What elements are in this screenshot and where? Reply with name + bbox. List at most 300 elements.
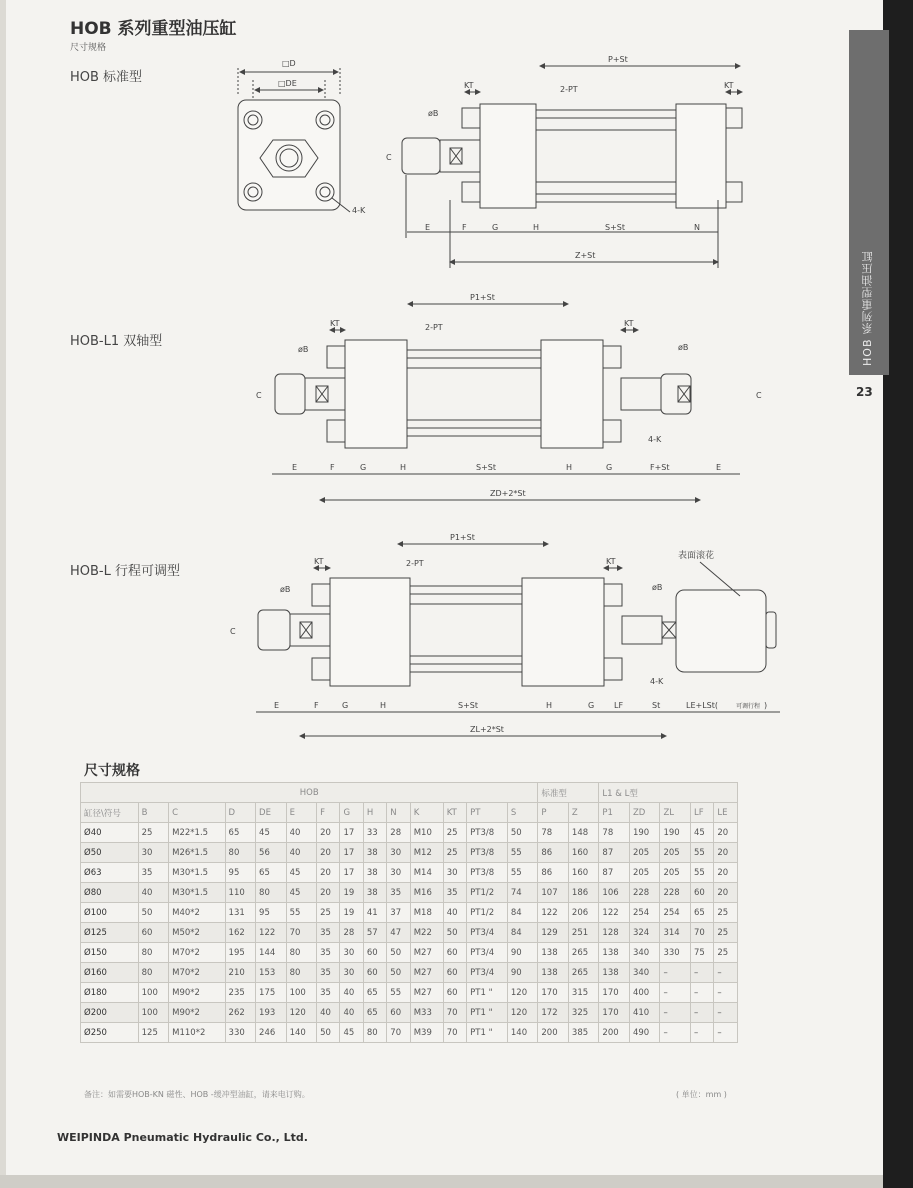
table-cell: 30 [340, 943, 363, 963]
table-cell: 195 [225, 943, 256, 963]
table-cell: 131 [225, 903, 256, 923]
dim-label: G [342, 701, 349, 710]
std-side-view [402, 66, 742, 268]
table-cell: – [714, 1003, 738, 1023]
table-cell: 140 [286, 1023, 317, 1043]
dim-label: C [386, 153, 392, 162]
table-cell: 138 [599, 943, 630, 963]
table-cell: M50*2 [169, 923, 225, 943]
table-group-row [81, 783, 738, 803]
dim-label: S+St [605, 223, 625, 232]
dim-label: øB [428, 109, 439, 118]
table-cell: 65 [363, 983, 386, 1003]
dim-label: H [533, 223, 540, 232]
table-cell: 35 [387, 883, 410, 903]
group-hob: HOB [81, 783, 538, 803]
dim-label: H [400, 463, 407, 472]
table-cell: 40 [286, 823, 317, 843]
dim-label: 4-K [648, 435, 662, 444]
table-cell: M70*2 [169, 963, 225, 983]
table-cell: 60 [363, 963, 386, 983]
table-cell: 38 [363, 863, 386, 883]
dim-label: KT [314, 557, 324, 566]
dim-label: LE+LSt( [686, 701, 719, 710]
table-cell: Ø40 [81, 823, 139, 843]
page-title: HOB 系列重型油压缸 [70, 19, 237, 39]
table-cell: Ø80 [81, 883, 139, 903]
table-cell: M22 [410, 923, 443, 943]
table-cell: 30 [387, 863, 410, 883]
table-cell: 25 [714, 923, 738, 943]
column-header: KT [443, 803, 466, 823]
table-cell: 47 [387, 923, 410, 943]
table-cell: 95 [225, 863, 256, 883]
table-cell: 33 [363, 823, 386, 843]
table-row [81, 983, 738, 1003]
table-cell: – [690, 983, 713, 1003]
table-cell: 50 [507, 823, 538, 843]
table-cell: 400 [629, 983, 660, 1003]
table-cell: 74 [507, 883, 538, 903]
table-cell: 60 [443, 983, 466, 1003]
table-cell: 60 [138, 923, 169, 943]
table-cell: 160 [568, 843, 599, 863]
table-cell: 86 [538, 863, 569, 883]
table-cell: 324 [629, 923, 660, 943]
dim-label: G [492, 223, 499, 232]
table-cell: 315 [568, 983, 599, 1003]
table-row [81, 1023, 738, 1043]
table-cell: 25 [714, 943, 738, 963]
table-cell: PT3/8 [467, 843, 508, 863]
dim-label: F+St [650, 463, 670, 472]
table-cell: 340 [629, 943, 660, 963]
column-header: F [317, 803, 340, 823]
table-cell: 138 [538, 943, 569, 963]
table-cell: – [660, 1003, 691, 1023]
column-header: N [387, 803, 410, 823]
column-header: Z [568, 803, 599, 823]
table-cell: 100 [138, 1003, 169, 1023]
table-cell: 120 [507, 1003, 538, 1023]
table-row [81, 863, 738, 883]
dim-label: ZL+2*St [470, 725, 504, 734]
table-cell: 40 [340, 983, 363, 1003]
table-cell: – [714, 1023, 738, 1043]
table-cell: 148 [568, 823, 599, 843]
table-row [81, 1003, 738, 1023]
dim-label: 2-PT [406, 559, 424, 568]
table-header-row [81, 803, 738, 823]
table-cell: M30*1.5 [169, 883, 225, 903]
table-cell: 235 [225, 983, 256, 1003]
table-cell: 78 [599, 823, 630, 843]
table-cell: – [714, 983, 738, 1003]
dim-label: KT [606, 557, 616, 566]
table-cell: 186 [568, 883, 599, 903]
column-header: K [410, 803, 443, 823]
table-cell: 106 [599, 883, 630, 903]
table-cell: 107 [538, 883, 569, 903]
table-cell: M70*2 [169, 943, 225, 963]
table-cell: 50 [138, 903, 169, 923]
table-cell: 205 [629, 863, 660, 883]
column-header: H [363, 803, 386, 823]
dim-label: ) [764, 701, 768, 710]
table-cell: 60 [443, 943, 466, 963]
column-header: PT [467, 803, 508, 823]
dim-label: øB [280, 585, 291, 594]
table-cell: 87 [599, 843, 630, 863]
table-cell: 65 [690, 903, 713, 923]
table-cell: 65 [225, 823, 256, 843]
l1-view [272, 304, 740, 500]
table-row [81, 823, 738, 843]
table-cell: 193 [256, 1003, 287, 1023]
table-cell: 40 [443, 903, 466, 923]
table-cell: 40 [317, 1003, 340, 1023]
table-unit: ( 单位：mm ) [676, 1090, 727, 1099]
table-cell: 385 [568, 1023, 599, 1043]
table-cell: M18 [410, 903, 443, 923]
table-cell: 90 [507, 963, 538, 983]
table-cell: 80 [225, 843, 256, 863]
table-cell: 122 [538, 903, 569, 923]
table-cell: 170 [538, 983, 569, 1003]
table-cell: 262 [225, 1003, 256, 1023]
table-cell: 17 [340, 863, 363, 883]
column-header: 缸径\符号 [81, 803, 139, 823]
table-row [81, 883, 738, 903]
table-cell: 84 [507, 903, 538, 923]
table-cell: 87 [599, 863, 630, 883]
table-cell: 20 [714, 843, 738, 863]
table-cell: 210 [225, 963, 256, 983]
dim-label: □DE [278, 79, 297, 88]
table-row [81, 903, 738, 923]
table-cell: M27 [410, 943, 443, 963]
table-cell: 330 [225, 1023, 256, 1043]
dim-label: 可调行程 [736, 703, 761, 710]
dim-label: St [652, 701, 661, 710]
table-cell: 50 [443, 923, 466, 943]
dim-label: E [716, 463, 722, 472]
table-cell: 57 [363, 923, 386, 943]
dim-label: N [694, 223, 700, 232]
table-cell: M27 [410, 963, 443, 983]
dim-label: G [360, 463, 367, 472]
table-cell: Ø63 [81, 863, 139, 883]
dim-label: P1+St [470, 293, 495, 302]
column-header: P1 [599, 803, 630, 823]
column-header: B [138, 803, 169, 823]
column-header: P [538, 803, 569, 823]
table-cell: 340 [629, 963, 660, 983]
table-cell: PT1 " [467, 983, 508, 1003]
dim-label: KT [464, 81, 474, 90]
page-subtitle: 尺寸规格 [70, 43, 107, 53]
table-cell: 38 [363, 843, 386, 863]
table-cell: 95 [256, 903, 287, 923]
table-cell: 205 [660, 843, 691, 863]
dim-label: Z+St [575, 251, 596, 260]
table-cell: 37 [387, 903, 410, 923]
label-standard-type: HOB 标准型 [70, 70, 143, 85]
dim-label: KT [330, 319, 340, 328]
column-header: S [507, 803, 538, 823]
table-cell: 55 [507, 843, 538, 863]
table-cell: 40 [286, 843, 317, 863]
table-cell: 20 [714, 823, 738, 843]
table-cell: PT3/8 [467, 863, 508, 883]
label-l1-type: HOB-L1 双轴型 [70, 334, 163, 349]
dim-label: C [756, 391, 762, 400]
table-cell: M27 [410, 983, 443, 1003]
dim-label: S+St [458, 701, 478, 710]
dim-label: øB [652, 583, 663, 592]
dim-label: F [330, 463, 335, 472]
dim-label: H [546, 701, 553, 710]
table-cell: – [690, 963, 713, 983]
table-cell: 35 [138, 863, 169, 883]
table-cell: 170 [599, 983, 630, 1003]
table-cell: 70 [443, 1023, 466, 1043]
column-header: LF [690, 803, 713, 823]
table-cell: 65 [256, 863, 287, 883]
table-cell: 80 [138, 943, 169, 963]
table-cell: 330 [660, 943, 691, 963]
table-cell: 265 [568, 943, 599, 963]
table-cell: M14 [410, 863, 443, 883]
table-row [81, 923, 738, 943]
column-header: D [225, 803, 256, 823]
side-tab-label: HOB 系列重型油压缸 [861, 250, 874, 366]
dim-label: C [230, 627, 236, 636]
dim-label: E [274, 701, 280, 710]
table-cell: 50 [387, 963, 410, 983]
table-cell: 55 [690, 843, 713, 863]
table-cell: 25 [714, 903, 738, 923]
dim-label: 2-PT [560, 85, 578, 94]
table-cell: 110 [225, 883, 256, 903]
table-cell: 78 [538, 823, 569, 843]
table-cell: PT3/8 [467, 823, 508, 843]
dim-label: KT [724, 81, 734, 90]
table-body [81, 823, 738, 1043]
table-row [81, 963, 738, 983]
table-cell: 70 [690, 923, 713, 943]
table-cell: Ø200 [81, 1003, 139, 1023]
table-cell: PT3/4 [467, 923, 508, 943]
dim-label: G [588, 701, 595, 710]
table-cell: M16 [410, 883, 443, 903]
table-cell: 60 [690, 883, 713, 903]
table-cell: Ø125 [81, 923, 139, 943]
table-title: 尺寸规格 [84, 763, 140, 779]
table-cell: 45 [690, 823, 713, 843]
table-cell: 162 [225, 923, 256, 943]
column-header: ZD [629, 803, 660, 823]
table-cell: 55 [690, 863, 713, 883]
table-cell: Ø150 [81, 943, 139, 963]
table-cell: 153 [256, 963, 287, 983]
spec-table [80, 782, 738, 1043]
dim-label: 4-K [650, 677, 664, 686]
table-cell: 205 [629, 843, 660, 863]
table-cell: 20 [317, 823, 340, 843]
table-cell: M30*1.5 [169, 863, 225, 883]
table-cell: 490 [629, 1023, 660, 1043]
table-cell: 75 [690, 943, 713, 963]
table-cell: 200 [538, 1023, 569, 1043]
table-cell: 129 [538, 923, 569, 943]
label-l-type: HOB-L 行程可调型 [70, 564, 180, 579]
table-cell: PT3/4 [467, 963, 508, 983]
table-cell: – [690, 1003, 713, 1023]
table-cell: 45 [340, 1023, 363, 1043]
dim-label: 表面滚花 [678, 551, 715, 561]
table-cell: 17 [340, 823, 363, 843]
group-standard: 标准型 [538, 783, 599, 803]
table-cell: 314 [660, 923, 691, 943]
dim-label: H [566, 463, 573, 472]
table-cell: 80 [363, 1023, 386, 1043]
dim-label: øB [298, 345, 309, 354]
company-name: WEIPINDA Pneumatic Hydraulic Co., Ltd. [57, 1131, 308, 1144]
table-cell: M90*2 [169, 983, 225, 1003]
table-cell: 65 [363, 1003, 386, 1023]
dim-label: KT [624, 319, 634, 328]
table-cell: 205 [660, 863, 691, 883]
table-cell: 30 [340, 963, 363, 983]
table-cell: Ø160 [81, 963, 139, 983]
dim-label: F [314, 701, 319, 710]
table-cell: Ø100 [81, 903, 139, 923]
table-cell: 138 [599, 963, 630, 983]
table-cell: 170 [599, 1003, 630, 1023]
table-cell: 25 [138, 823, 169, 843]
dim-label: C [256, 391, 262, 400]
column-header: ZL [660, 803, 691, 823]
table-cell: – [660, 963, 691, 983]
table-cell: 206 [568, 903, 599, 923]
dim-label: □D [282, 59, 296, 68]
table-cell: 80 [286, 963, 317, 983]
table-cell: 246 [256, 1023, 287, 1043]
table-cell: 60 [387, 1003, 410, 1023]
table-cell: 30 [443, 863, 466, 883]
table-cell: 35 [443, 883, 466, 903]
table-cell: 254 [660, 903, 691, 923]
table-cell: 19 [340, 883, 363, 903]
dim-label: F [462, 223, 467, 232]
table-cell: 138 [538, 963, 569, 983]
table-cell: 175 [256, 983, 287, 1003]
table-cell: 70 [443, 1003, 466, 1023]
table-cell: 100 [138, 983, 169, 1003]
table-cell: 55 [507, 863, 538, 883]
table-cell: Ø50 [81, 843, 139, 863]
table-cell: PT3/4 [467, 943, 508, 963]
table-cell: 40 [138, 883, 169, 903]
table-cell: 70 [387, 1023, 410, 1043]
dim-label: E [292, 463, 298, 472]
table-cell: – [714, 963, 738, 983]
table-cell: M12 [410, 843, 443, 863]
table-cell: 265 [568, 963, 599, 983]
column-header: E [286, 803, 317, 823]
table-cell: 60 [363, 943, 386, 963]
dim-label: ZD+2*St [490, 489, 526, 498]
table-cell: 172 [538, 1003, 569, 1023]
table-cell: 20 [714, 863, 738, 883]
table-note: 备注：如需要HOB-KN 磁性、HOB -缓冲型油缸，请来电订购。 [84, 1090, 310, 1099]
table-cell: 200 [599, 1023, 630, 1043]
table-cell: – [660, 1023, 691, 1043]
dim-label: LF [614, 701, 624, 710]
table-cell: 70 [286, 923, 317, 943]
std-front-view [238, 68, 350, 212]
table-cell: 120 [507, 983, 538, 1003]
table-cell: 20 [317, 843, 340, 863]
footer-strip [0, 1175, 883, 1188]
table-cell: PT1/2 [467, 903, 508, 923]
table-cell: 17 [340, 843, 363, 863]
group-l1-l: L1 & L型 [599, 783, 738, 803]
table-cell: M22*1.5 [169, 823, 225, 843]
dim-label: G [606, 463, 613, 472]
table-cell: Ø250 [81, 1023, 139, 1043]
table-cell: 35 [317, 963, 340, 983]
table-cell: 86 [538, 843, 569, 863]
table-cell: PT1/2 [467, 883, 508, 903]
table-cell: M90*2 [169, 1003, 225, 1023]
dim-label: P+St [608, 55, 628, 64]
table-cell: 45 [256, 823, 287, 843]
table-cell: 35 [317, 983, 340, 1003]
table-cell: M10 [410, 823, 443, 843]
column-header: C [169, 803, 225, 823]
table-cell: 84 [507, 923, 538, 943]
table-cell: 50 [317, 1023, 340, 1043]
table-cell: 35 [317, 943, 340, 963]
table-cell: 25 [443, 843, 466, 863]
column-header: G [340, 803, 363, 823]
table-cell: 228 [660, 883, 691, 903]
table-cell: 45 [286, 863, 317, 883]
table-cell: – [660, 983, 691, 1003]
table-cell: M39 [410, 1023, 443, 1043]
table-cell: 128 [599, 923, 630, 943]
table-cell: M33 [410, 1003, 443, 1023]
dim-label: øB [678, 343, 689, 352]
table-cell: 20 [317, 883, 340, 903]
dim-label: H [380, 701, 387, 710]
table-cell: 19 [340, 903, 363, 923]
table-cell: PT1 " [467, 1023, 508, 1043]
table-cell: 325 [568, 1003, 599, 1023]
table-cell: 122 [256, 923, 287, 943]
table-cell: 90 [507, 943, 538, 963]
table-cell: M26*1.5 [169, 843, 225, 863]
table-cell: M110*2 [169, 1023, 225, 1043]
table-cell: 144 [256, 943, 287, 963]
table-cell: 41 [363, 903, 386, 923]
table-cell: 35 [317, 923, 340, 943]
table-cell: 190 [629, 823, 660, 843]
table-cell: 20 [317, 863, 340, 883]
dim-label: E [425, 223, 431, 232]
